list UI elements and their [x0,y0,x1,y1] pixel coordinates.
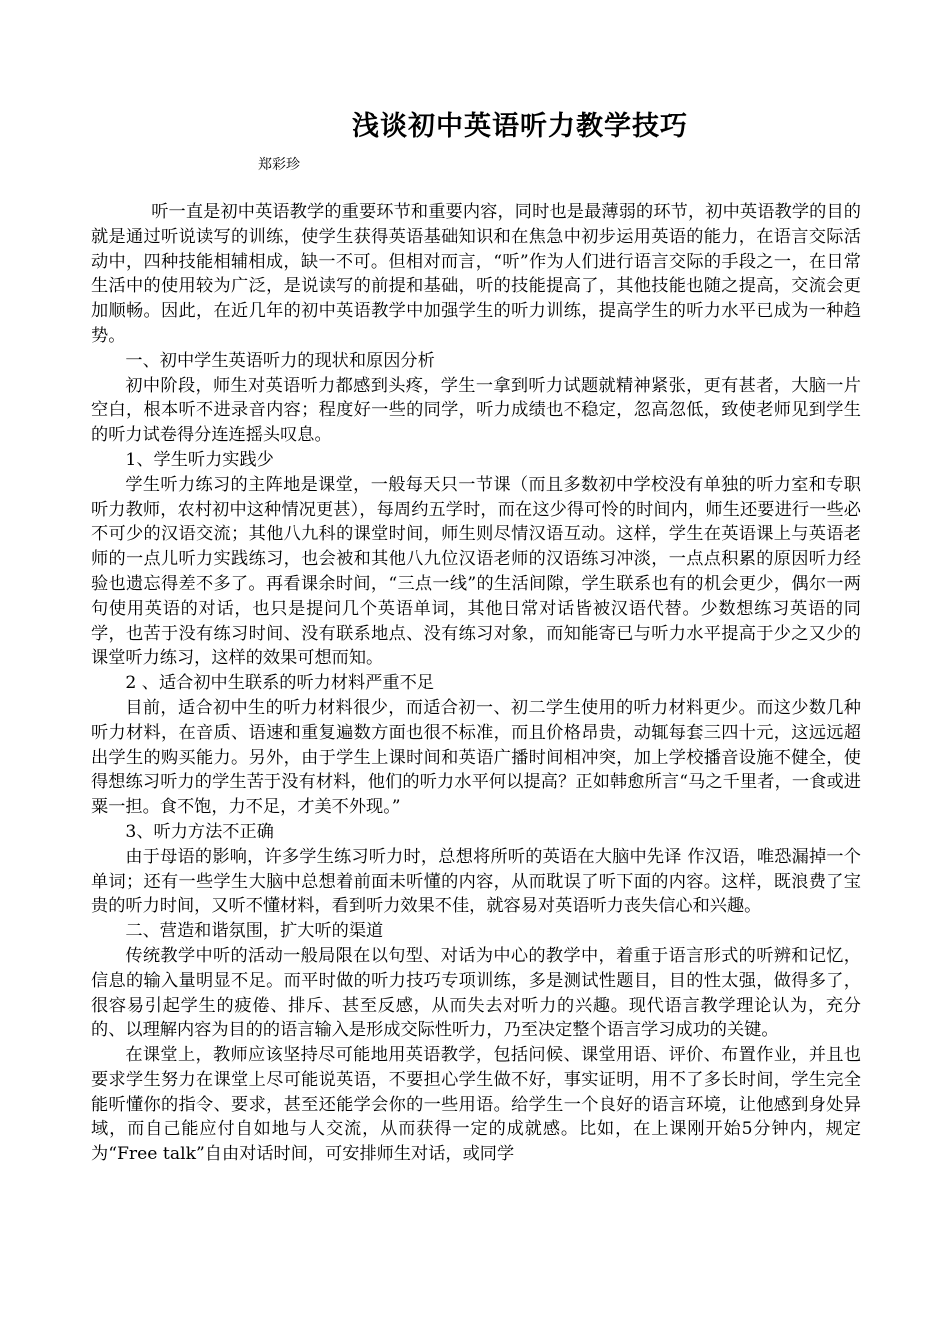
paragraph: 传统教学中听的活动一般局限在以句型、对话为中心的教学中，着重于语言形式的听辨和记忆，信息的输入量明显不足。而平时做的听力技巧专项训练，多是测试性题目，目的性太强，做得多了，很容易引起学生的疲倦、排斥、甚至反感，从而失去对听力的兴趣。现代语言教学理论认为，充分的、以理解内容为目的的语言输入是形成交际性听力，乃至决定整个语言学习成功的关键。 [91,945,861,1041]
paragraph: 目前，适合初中生的听力材料很少，而适合初一、初二学生使用的听力材料更少。而这少数几种听力材料，在音质、语速和重复遍数方面也很不标准，而且价格昂贵，动辄每套三四十元，这远远超出学生的购买能力。另外，由于学生上课时间和英语广播时间相冲突，加上学校播音设施不健全，使得想练习听力的学生苦于没有材料，他们的听力水平何以提高？正如韩愈所言“马之千里者，一食或进粟一担。食不饱，力不足，才美不外现。” [91,697,861,818]
author-name: 郑彩珍 [258,157,300,173]
subsection-heading: 2 、适合初中生联系的听力材料严重不足 [125,673,434,694]
section-heading: 一、初中学生英语听力的现状和原因分析 [125,350,435,371]
section-heading: 二、营造和谐氛围，扩大听的渠道 [125,921,384,942]
paragraph-intro: 听一直是初中英语教学的重要环节和重要内容，同时也是最薄弱的环节，初中英语教学的目的就是通过听说读写的训练，使学生获得英语基础知识和在焦急中初步运用英语的能力，在语言交际活动中，四种技能相辅相成，缺一不可。但相对而言，“听”作为人们进行语言交际的手段之一，在日常生活中的使用较为广泛，是说读写的前提和基础，听的技能提高了，其他技能也随之提高，交流会更加顺畅。因此，在近几年的初中英语教学中加强学生的听力训练，提高学生的听力水平已成为一种趋势。 [91,202,861,346]
paragraph: 初中阶段，师生对英语听力都感到头疼，学生一拿到听力试题就精神紧张，更有甚者，大脑一片空白，根本听不进录音内容；程度好一些的同学，听力成绩也不稳定，忽高忽低，致使老师见到学生的听力试卷得分连连摇头叹息。 [91,375,861,446]
document-title: 浅谈初中英语听力教学技巧 [352,111,688,142]
document-body [91,200,861,1167]
subsection-heading: 1、学生听力实践少 [125,449,274,470]
paragraph: 在课堂上，教师应该坚持尽可能地用英语教学，包括问候、课堂用语、评价、布置作业，并且也要求学生努力在课堂上尽可能说英语，不要担心学生做不好，事实证明，用不了多长时间，学生完全能听懂你的指令、要求，甚至还能学会你的一些用语。给学生一个良好的语言环境，让他感到身处异域，而自己能应付自如地与人交流，从而获得一定的成就感。比如，在上课刚开始5分钟内，规定为“Free talk”自由对话时间，可安排师生对话，或同学 [91,1045,861,1165]
paragraph: 由于母语的影响，许多学生练习听力时，总想将所听的英语在大脑中先译 作汉语，唯恐漏掉一个单词；还有一些学生大脑中总想着前面未听懂的内容，从而耽误了听下面的内容。这样，既浪费了宝贵的听力时间，又听不懂材料，看到听力效果不佳，就容易对英语听力丧失信心和兴趣。 [91,846,861,917]
paragraph: 学生听力练习的主阵地是课堂，一般每天只一节课（而且多数初中学校没有单独的听力室和专职听力教师，农村初中这种情况更甚），每周约五学时，而在这少得可怜的时间内，师生还要进行一些必不可少的汉语交流；其他八九科的课堂时间，师生则尽情汉语互动。这样，学生在英语课上与英语老师的一点儿听力实践练习，也会被和其他八九位汉语老师的汉语练习冲淡，一点点积累的原因听力经验也遗忘得差不多了。再看课余时间，“三点一线”的生活间隙，学生联系也有的机会更少，偶尔一两句使用英语的对话，也只是提问几个英语单词，其他日常对话皆被汉语代替。少数想练习英语的同学，也苦于没有练习时间、没有联系地点、没有练习对象，而知能寄已与听力水平提高于少之又少的课堂听力练习，这样的效果可想而知。 [91,474,861,669]
subsection-heading: 3、听力方法不正确 [125,821,274,842]
